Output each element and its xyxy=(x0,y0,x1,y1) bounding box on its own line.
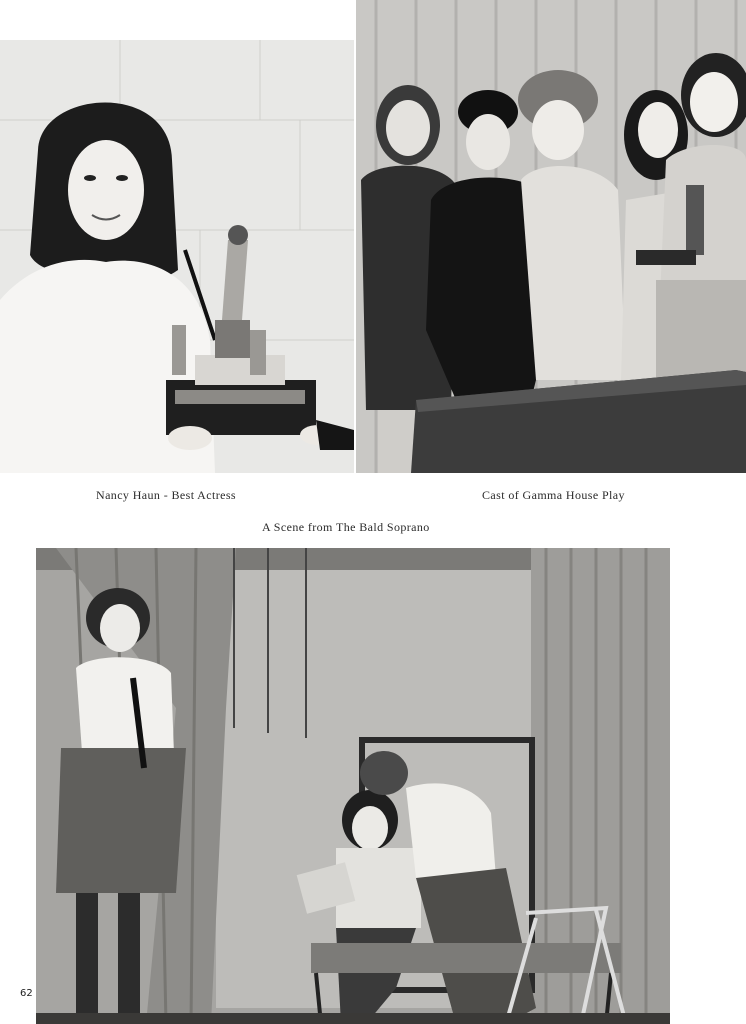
photo-cast-gamma-house xyxy=(356,0,746,473)
photo-best-actress xyxy=(0,40,354,473)
photo-bald-soprano-scene xyxy=(36,548,670,1024)
caption-cast-gamma-house: Cast of Gamma House Play xyxy=(482,488,625,502)
caption-bald-soprano: A Scene from The Bald Soprano xyxy=(262,520,430,534)
page-number: 62 xyxy=(20,988,33,999)
caption-best-actress: Nancy Haun - Best Actress xyxy=(96,488,236,502)
